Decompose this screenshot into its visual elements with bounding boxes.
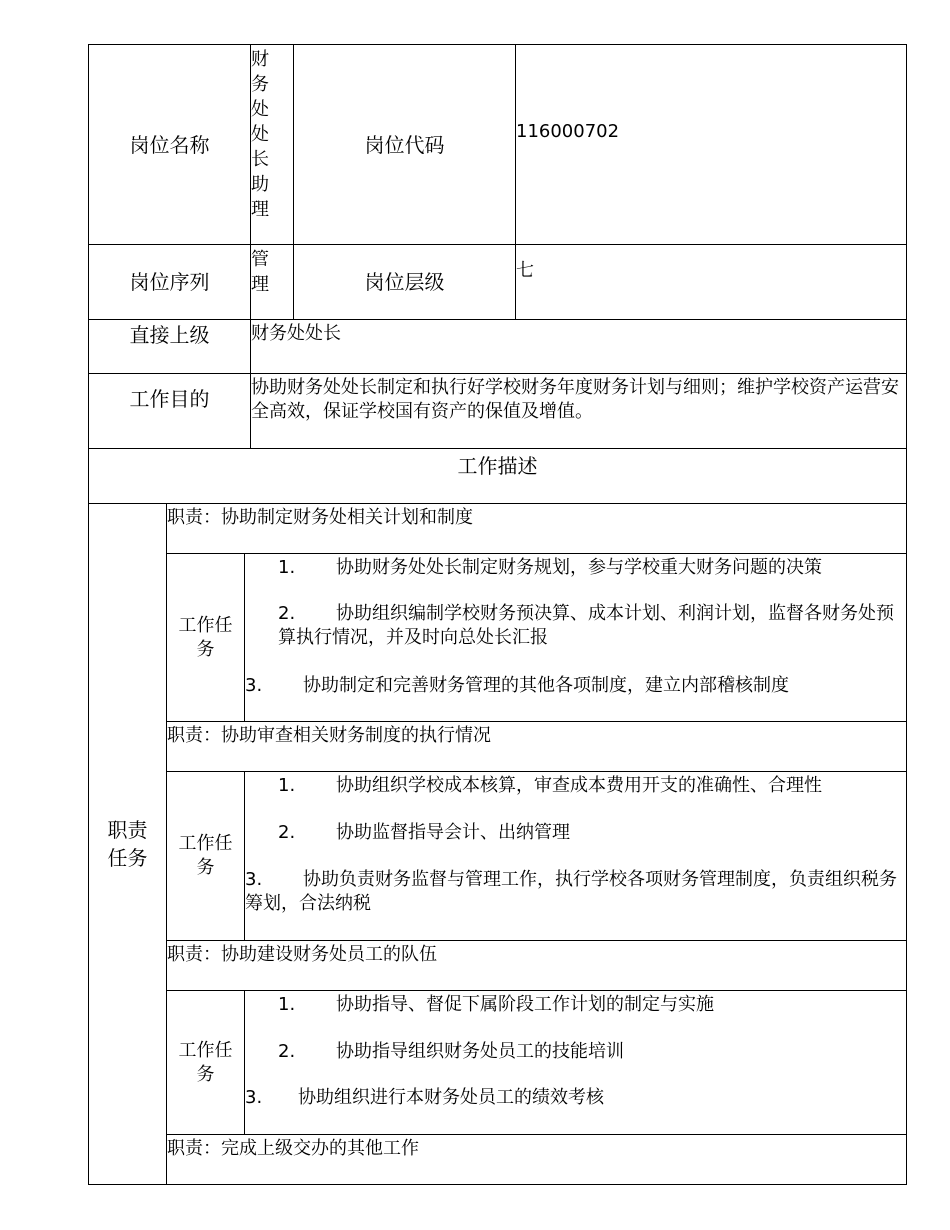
position-code-label: 岗位代码 [293,44,516,245]
position-level-label: 岗位层级 [293,244,516,320]
superior-value: 财务处处长 [250,319,907,374]
duties-label: 职责任务 [88,503,167,1185]
task-label: 工作任务 [166,553,245,722]
job-description-table [88,44,907,1185]
task-item: 1. 协助组织学校成本核算，审查成本费用开支的准确性、合理性 [278,775,822,796]
position-sequence-value: 管理 [250,244,294,320]
task-list [244,990,907,1135]
task-list [244,771,907,941]
superior-label: 直接上级 [88,319,251,374]
task-label: 工作任务 [166,771,245,941]
task-item: 1. 协助指导、督促下属阶段工作计划的制定与实施 [278,994,714,1015]
duty-title: 职责：协助建设财务处员工的队伍 [166,940,907,991]
task-label: 工作任务 [166,990,245,1135]
purpose-value: 协助财务处处长制定和执行好学校财务年度财务计划与细则；维护学校资产运营安全高效，保证学校国有资产的保值及增值。 [250,373,907,449]
position-name-label: 岗位名称 [88,44,251,245]
position-sequence-label: 岗位序列 [88,244,251,320]
purpose-label: 工作目的 [88,373,251,449]
task-item: 3. 协助组织进行本财务处员工的绩效考核 [245,1087,604,1108]
task-item: 2. 协助组织编制学校财务预决算、成本计划、利润计划，监督各财务处预算执行情况，并及时向总处长汇报 [278,603,894,648]
duty-title: 职责：完成上级交办的其他工作 [166,1134,907,1185]
position-code-value: 116000702 [515,44,907,245]
task-item: 3. 协助制定和完善财务管理的其他各项制度，建立内部稽核制度 [245,675,789,696]
task-list [244,553,907,722]
task-item: 1. 协助财务处处长制定财务规划，参与学校重大财务问题的决策 [278,557,822,578]
task-item: 2. 协助监督指导会计、出纳管理 [278,822,570,843]
duty-title: 职责：协助审查相关财务制度的执行情况 [166,721,907,772]
position-name-value: 财务处处长助理 [250,44,294,245]
duty-title: 职责：协助制定财务处相关计划和制度 [166,503,907,554]
description-header: 工作描述 [88,448,907,504]
task-item: 3. 协助负责财务监督与管理工作，执行学校各项财务管理制度，负责组织税务筹划，合法纳税 [245,869,897,914]
position-level-value: 七 [515,244,907,320]
task-item: 2. 协助指导组织财务处员工的技能培训 [278,1041,624,1062]
